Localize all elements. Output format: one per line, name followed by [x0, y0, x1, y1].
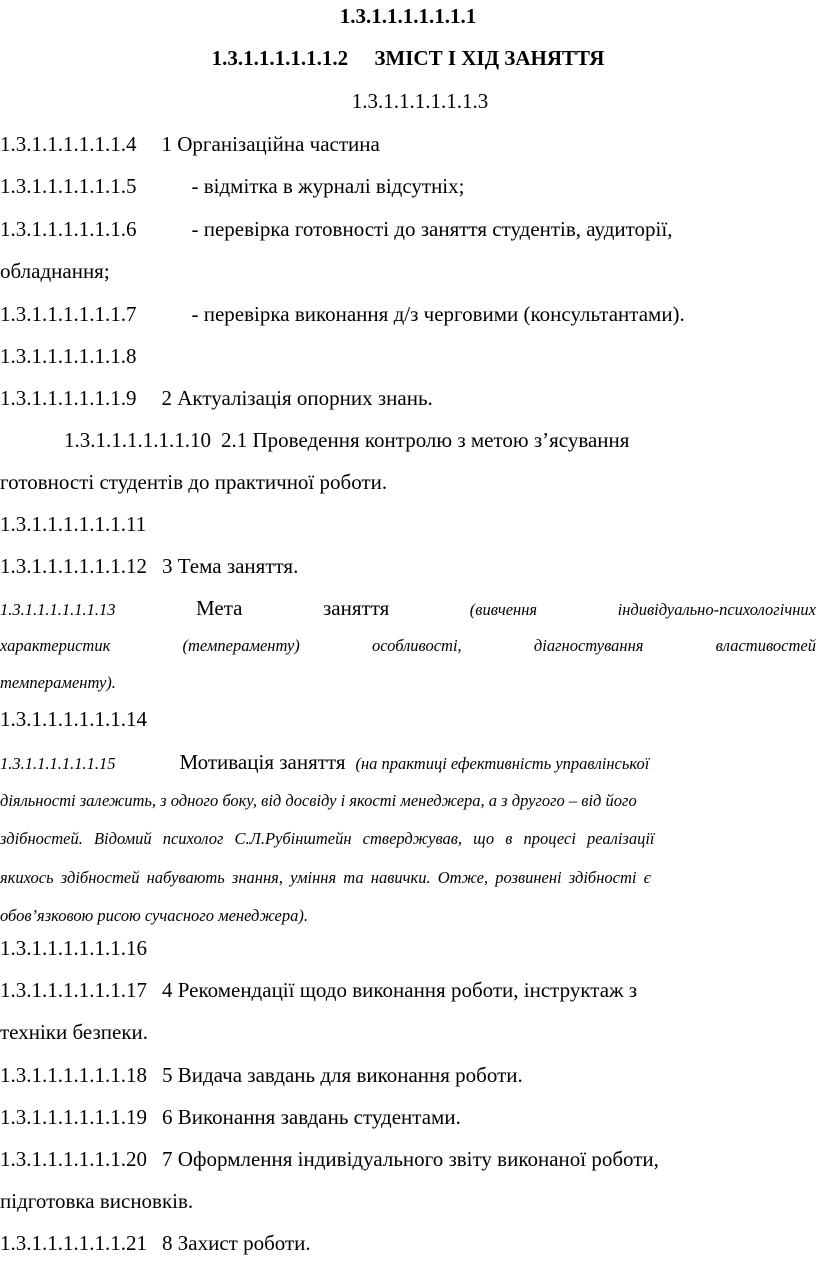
heading-number-2: 1.3.1.1.1.1.1.1.2 [211, 46, 349, 70]
list-item: 1.3.1.1.1.1.1.1.6 - перевірка готовності до заняття студентів, аудиторії, [0, 217, 673, 241]
list-item: 1.3.1.1.1.1.1.1.9 2 Актуалізація опорних знань. [0, 386, 433, 410]
heading-number-3: 1.3.1.1.1.1.1.1.3 [351, 89, 489, 113]
motivation-number: 1.3.1.1.1.1.1.1.15 [0, 754, 116, 773]
list-item-continuation: техніки безпеки. [0, 1020, 149, 1044]
heading-number-1: 1.3.1.1.1.1.1.1.1 [339, 4, 477, 28]
goal-end: темпераменту). [0, 673, 116, 692]
goal-word: особливості, [372, 636, 462, 655]
goal-word: властивостей [715, 636, 816, 655]
list-item: 1.3.1.1.1.1.1.1.11 [0, 512, 147, 536]
list-item: 1.3.1.1.1.1.1.1.17 4 Рекомендації щодо виконання роботи, інструктаж з [0, 978, 638, 1002]
list-item: 1.3.1.1.1.1.1.1.10 2.1 Проведення контролю з метою з’ясування [64, 428, 630, 452]
motivation-continuation: здібностей. Відомий психолог С.Л.Рубінштейн стверджував, що в процесі реалізації [0, 829, 655, 848]
list-item: 1.3.1.1.1.1.1.1.19 6 Виконання завдань студентами. [0, 1105, 461, 1129]
goal-label-2: заняття [323, 596, 390, 620]
motivation-continuation: діяльності залежить, з одного боку, від досвіду і якості менеджера, а з другого – від його [0, 791, 637, 810]
motivation-continuation: якихось здібностей набувають знання, уміння та навички. Отже, розвинені здібності є [0, 868, 651, 887]
goal-line [0, 594, 816, 624]
motivation-line [0, 748, 816, 778]
goal-word: (темпераменту) [182, 636, 300, 655]
list-item: 1.3.1.1.1.1.1.1.20 7 Оформлення індивідуального звіту виконаної роботи, [0, 1147, 659, 1171]
goal-word: діагностування [533, 636, 644, 655]
goal-label-1: Мета [196, 596, 243, 620]
goal-continuation [0, 632, 816, 660]
list-item: 1.3.1.1.1.1.1.1.5 - відмітка в журналі відсутніх; [0, 174, 465, 198]
goal-detail-2: індивідуально-психологічних [617, 600, 816, 619]
list-item: 1.3.1.1.1.1.1.1.21 8 Захист роботи. [0, 1231, 311, 1255]
list-item: 1.3.1.1.1.1.1.1.12 3 Тема заняття. [0, 554, 299, 578]
list-item: 1.3.1.1.1.1.1.1.4 1 Організаційна частина [0, 132, 380, 156]
motivation-label: Мотивація заняття [179, 750, 346, 774]
goal-word: характеристик [0, 636, 111, 655]
list-item: 1.3.1.1.1.1.1.1.18 5 Видача завдань для виконання роботи. [0, 1063, 523, 1087]
goal-number: 1.3.1.1.1.1.1.1.13 [0, 600, 116, 619]
list-item: 1.3.1.1.1.1.1.1.7 - перевірка виконання д/з черговими (консультантами). [0, 302, 685, 326]
list-item-continuation: обладнання; [0, 259, 110, 283]
list-item: 1.3.1.1.1.1.1.1.8 [0, 344, 137, 368]
list-item-continuation: готовності студентів до практичної роботи. [0, 470, 388, 494]
list-item-continuation: підготовка висновків. [0, 1189, 194, 1213]
motivation-detail: (на практиці ефективність управлінської [355, 754, 650, 773]
motivation-continuation: обов’язковою рисою сучасного менеджера). [0, 906, 308, 925]
title-text: ЗМІСТ І ХІД ЗАНЯТТЯ [374, 46, 605, 70]
page-title [0, 44, 816, 72]
list-item: 1.3.1.1.1.1.1.1.16 [0, 936, 147, 960]
goal-detail-1: (вивчення [469, 600, 538, 619]
list-item: 1.3.1.1.1.1.1.1.14 [0, 707, 147, 731]
